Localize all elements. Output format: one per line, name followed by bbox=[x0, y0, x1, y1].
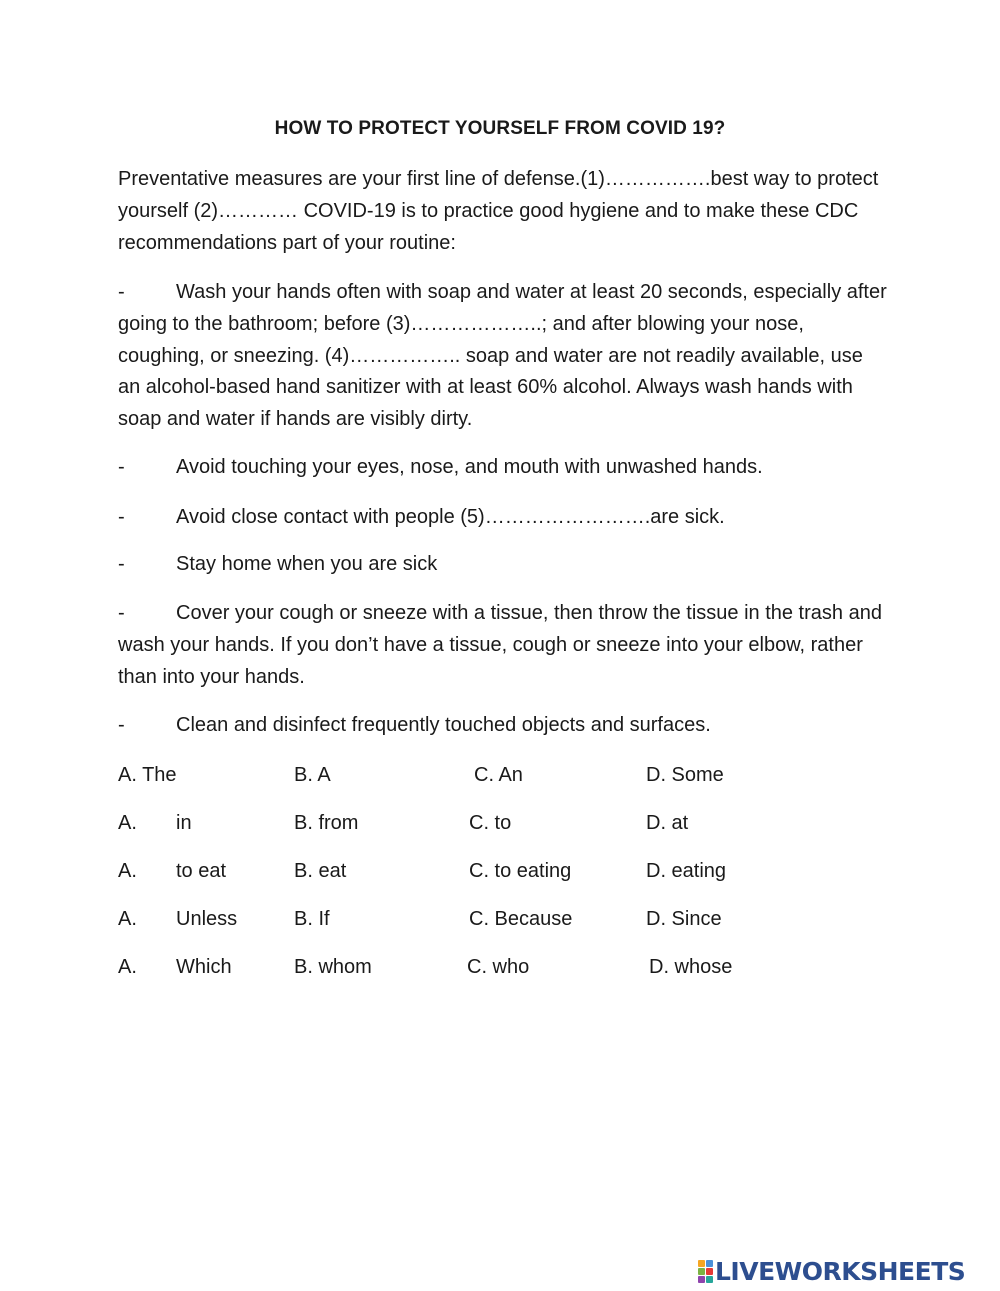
option-a[interactable]: A. bbox=[118, 860, 137, 882]
option-a[interactable]: A. bbox=[118, 812, 137, 834]
option-a-word[interactable]: Unless bbox=[176, 908, 238, 930]
bullet-dash: - bbox=[118, 281, 125, 303]
option-d[interactable]: D. whose bbox=[649, 956, 733, 978]
logo-text: LIVEWORKSHEETS bbox=[715, 1256, 966, 1286]
answer-options-row bbox=[118, 904, 888, 934]
bullet-item bbox=[118, 277, 888, 436]
bullet-dash: - bbox=[118, 506, 125, 528]
answer-options-row bbox=[118, 952, 888, 982]
option-d[interactable]: D. eating bbox=[646, 860, 727, 882]
option-d[interactable]: D. Since bbox=[646, 908, 722, 930]
bullet-text: Cover your cough or sneeze with a tissue, then throw the tissue in the trash and wash your hands. If you don’t have a tissue, cough or sneeze into your elbow, rather than into your hands. bbox=[118, 602, 882, 688]
bullet-item bbox=[118, 549, 888, 581]
logo-block bbox=[706, 1260, 713, 1267]
answer-options-row bbox=[118, 808, 888, 838]
logo-block bbox=[698, 1268, 705, 1275]
bullet-text: Avoid touching your eyes, nose, and mouth with unwashed hands. bbox=[176, 456, 763, 478]
liveworksheets-logo[interactable] bbox=[698, 1255, 965, 1287]
intro-paragraph: Preventative measures are your first line of defense.(1)…………….best way to protect yourself (2)………… COVID-19 is to practice good hygiene and to make these CDC recommendations part of your routine: bbox=[118, 168, 879, 254]
logo-blocks-icon bbox=[698, 1260, 713, 1283]
logo-block bbox=[698, 1276, 705, 1283]
option-b[interactable]: B. eat bbox=[294, 860, 347, 882]
logo-block bbox=[706, 1268, 713, 1275]
bullet-text: Stay home when you are sick bbox=[176, 553, 438, 575]
bullet-dash: - bbox=[118, 714, 125, 736]
option-a[interactable]: A. bbox=[118, 908, 137, 930]
bullet-text: Wash your hands often with soap and water at least 20 seconds, especially after going to the bathroom; before (3)………………..; and after blowing your nose, coughing, or sneezing. (4)…………….. soap and water are not readily available, use an alcohol-based hand sanitizer with at least 60% alcohol. Always wash hands with soap and water if hands are visibly dirty. bbox=[118, 281, 887, 431]
bullet-item bbox=[118, 710, 888, 742]
option-b[interactable]: B. whom bbox=[294, 956, 372, 978]
logo-block bbox=[706, 1276, 713, 1283]
answer-options-row bbox=[118, 856, 888, 886]
logo-block bbox=[698, 1260, 705, 1267]
option-b[interactable]: B. A bbox=[294, 764, 331, 786]
option-a-word[interactable]: Which bbox=[176, 956, 232, 978]
option-a[interactable]: A. bbox=[118, 956, 137, 978]
option-b[interactable]: B. from bbox=[294, 812, 359, 834]
option-c[interactable]: C. to bbox=[469, 812, 512, 834]
answer-options-row bbox=[118, 760, 888, 790]
bullet-text: Avoid close contact with people (5)…………………….are sick. bbox=[176, 506, 725, 528]
bullet-dash: - bbox=[118, 553, 125, 575]
bullet-text: Clean and disinfect frequently touched objects and surfaces. bbox=[176, 714, 711, 736]
option-a[interactable]: A. The bbox=[118, 764, 177, 786]
option-a-word[interactable]: in bbox=[176, 812, 192, 834]
bullet-dash: - bbox=[118, 456, 125, 478]
option-a-word[interactable]: to eat bbox=[176, 860, 227, 882]
option-c[interactable]: C. An bbox=[474, 764, 523, 786]
option-c[interactable]: C. to eating bbox=[469, 860, 572, 882]
option-b[interactable]: B. If bbox=[294, 908, 330, 930]
bullet-item bbox=[118, 502, 888, 534]
option-d[interactable]: D. Some bbox=[646, 764, 724, 786]
option-c[interactable]: C. who bbox=[467, 956, 530, 978]
option-d[interactable]: D. at bbox=[646, 812, 689, 834]
option-c[interactable]: C. Because bbox=[469, 908, 573, 930]
bullet-dash: - bbox=[118, 602, 125, 624]
bullet-item bbox=[118, 598, 888, 693]
page-title: HOW TO PROTECT YOURSELF FROM COVID 19? bbox=[274, 118, 726, 139]
bullet-item bbox=[118, 452, 888, 484]
